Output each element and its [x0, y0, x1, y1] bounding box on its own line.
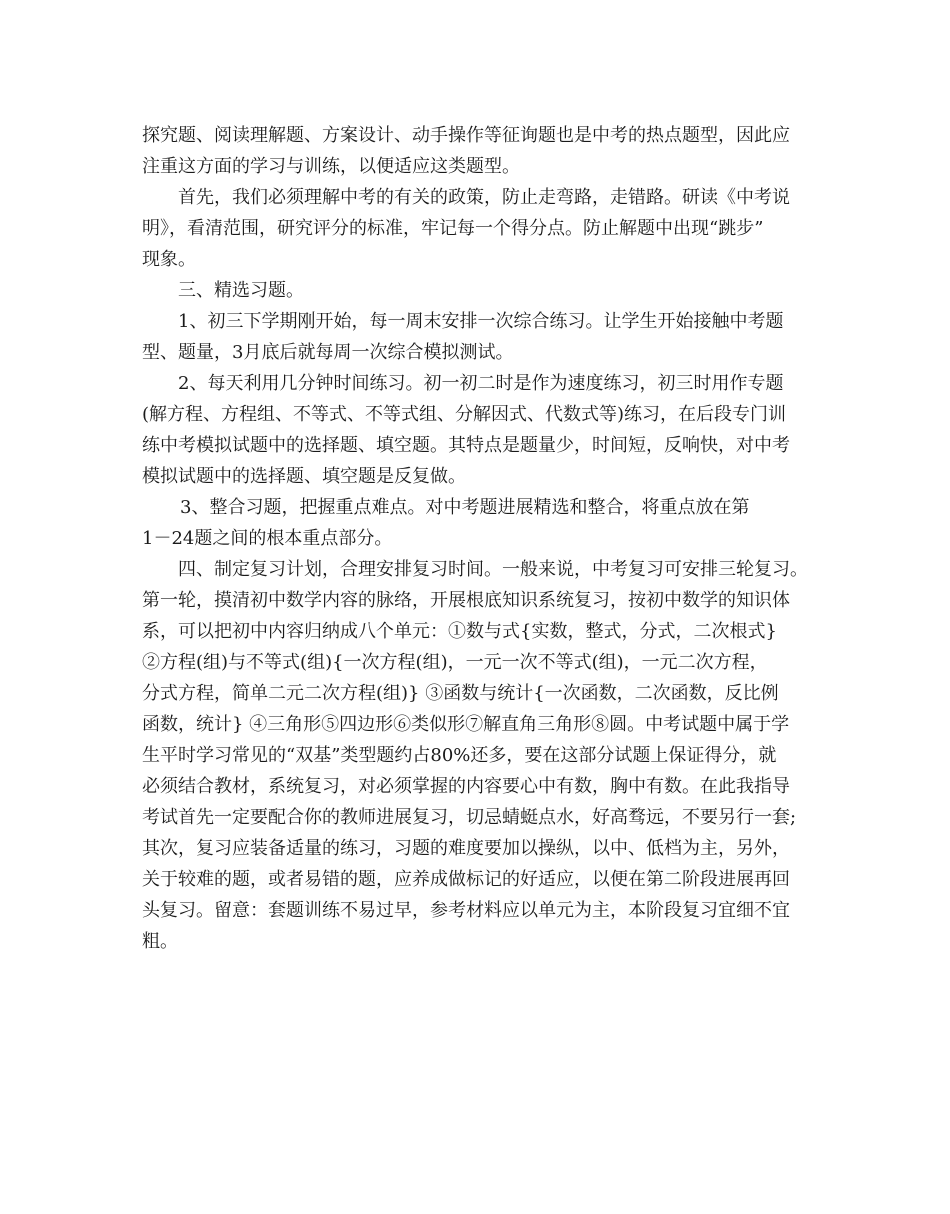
- text-line: 型、题量，3月底后就每周一次综合模拟测试。: [142, 342, 514, 363]
- text-line: 练中考模拟试题中的选择题、填空题。其特点是题量少，时间短，反响快，对中考: [142, 435, 790, 456]
- text-line: 探究题、阅读理解题、方案设计、动手操作等征询题也是中考的热点题型，因此应: [142, 125, 790, 146]
- text-line: 必须结合教材，系统复习，对必须掌握的内容要心中有数，胸中有数。在此我指导: [142, 776, 790, 797]
- text-line: 函数，统计} ④三角形⑤四边形⑥类似形⑦解直角三角形⑧圆。中考试题中属于学: [142, 714, 790, 735]
- text-line: 现象。: [142, 249, 196, 270]
- text-line: 2、每天利用几分钟时间练习。初一初二时是作为速度练习，初三时用作专题: [178, 373, 784, 394]
- text-line: 明》，看清范围，研究评分的标准，牢记每一个得分点。防止解题中出现“跳步”: [142, 218, 764, 239]
- text-line: ②方程(组)与不等式(组){一次方程(组)，一元一次不等式(组)，一元二次方程，: [142, 652, 768, 673]
- text-line: 1－24题之间的根本重点部分。: [142, 528, 393, 549]
- document-body: [142, 120, 822, 957]
- text-line: (解方程、方程组、不等式、不等式组、分解因式、代数式等)练习，在后段专门训: [142, 404, 787, 425]
- text-line: 生平时学习常见的“双基”类型题约占80%还多，要在这部分试题上保证得分，就: [142, 745, 777, 766]
- text-line: 系，可以把初中内容归纳成八个单元：①数与式{实数，整式，分式，二次根式}: [142, 621, 777, 642]
- text-line: 分式方程，简单二元二次方程(组)} ③函数与统计{一次函数，二次函数，反比例: [142, 683, 779, 704]
- text-line: 1、初三下学期刚开始，每一周末安排一次综合练习。让学生开始接触中考题: [178, 311, 784, 332]
- text-line: 模拟试题中的选择题、填空题是反复做。: [142, 466, 466, 487]
- text-line: 注重这方面的学习与训练，以便适应这类题型。: [142, 156, 520, 177]
- text-line: 考试首先一定要配合你的教师进展复习，切忌蜻蜓点水，好高骛远，不要另行一套;: [142, 807, 797, 828]
- text-line: 其次，复习应装备适量的练习，习题的难度要加以操纵，以中、低档为主，另外，: [142, 838, 790, 859]
- text-line: 四、制定复习计划，合理安排复习时间。一般来说，中考复习可安排三轮复习。: [178, 559, 808, 580]
- text-line: 关于较难的题，或者易错的题，应养成做标记的好适应，以便在第二阶段进展再回: [142, 869, 790, 890]
- text-line: 第一轮，摸清初中数学内容的脉络，开展根底知识系统复习，按初中数学的知识体: [142, 590, 790, 611]
- section-heading: 三、精选习题。: [178, 280, 304, 301]
- text-line: 首先，我们必须理解中考的有关的政策，防止走弯路，走错路。研读《中考说: [178, 187, 790, 208]
- text-line: 头复习。留意：套题训练不易过早，参考材料应以单元为主，本阶段复习宜细不宜: [142, 900, 790, 921]
- text-line: 粗。: [142, 931, 178, 952]
- text-line: 3、整合习题，把握重点难点。对中考题进展精选和整合，将重点放在第: [180, 497, 750, 518]
